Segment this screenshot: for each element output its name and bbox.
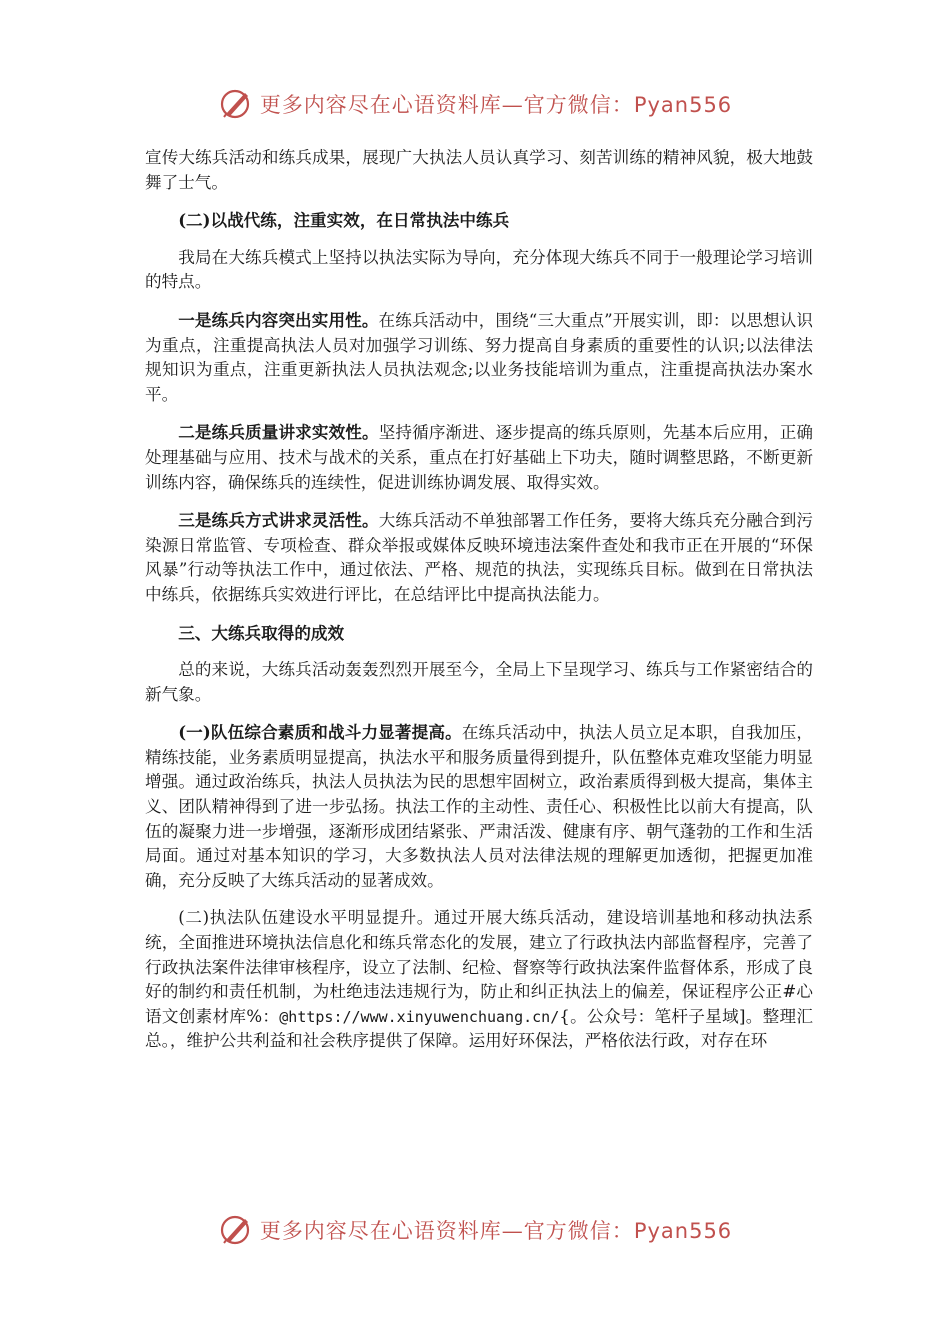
paragraph-lead: (一)队伍综合素质和战斗力显著提高。 (178, 722, 462, 743)
wechat-id: Pyan556 (633, 93, 733, 117)
footer-watermark-banner (0, 1208, 950, 1252)
paragraph-lead: 三是练兵方式讲求灵活性。 (178, 510, 379, 531)
section-heading: 三、大练兵取得的成效 (178, 622, 345, 643)
paragraph: 三是练兵方式讲求灵活性。大练兵活动不单独部署工作任务，要将大练兵充分融合到污染源日常监管、专项检查、群众举报或媒体反映环境违法案件查处和我市正在开展的“环保风暴”行动等执法工作中，通过依法、严格、规范的执法，实现练兵目标。做到在日常执法中练兵，依据练兵实效进行评比，在总结评比中提高执法能力。 (145, 510, 814, 604)
document-body (145, 146, 813, 1067)
paragraph: 我局在大练兵模式上坚持以执法实际为导向，充分体现大练兵不同于一般理论学习培训的特点。 (145, 247, 813, 292)
source-url: @https://www.xinyuwenchuang.cn/ (279, 1007, 560, 1026)
paragraph-lead: 一是练兵内容突出实用性。 (178, 309, 379, 330)
paragraph: (一)队伍综合素质和战斗力显著提高。在练兵活动中，执法人员立足本职，自我加压，精练技能，业务素质明显提高，执法水平和服务质量得到提升，队伍整体克难攻坚能力明显增强。通过政治练兵，执法人员执法为民的思想牢固树立，政治素质得到极大提高，集体主义、团队精神得到了进一步弘扬。执法工作的主动性、责任心、积极性比以前大有提高，队伍的凝聚力进一步增强，逐渐形成团结紧张、严肃活泼、健康有序、朝气蓬勃的工作和生活局面。通过对基本知识的学习，大多数执法人员对法律法规的理解更加透彻，把握更加准确，充分反映了大练兵活动的显著成效。 (145, 722, 814, 890)
wechat-id: Pyan556 (633, 1219, 733, 1243)
paragraph: 宣传大练兵活动和练兵成果，展现广大执法人员认真学习、刻苦训练的精神风貌，极大地鼓舞了士气。 (145, 148, 813, 192)
section-heading: (二)以战代练，注重实效，在日常执法中练兵 (178, 210, 510, 231)
paragraph: (二)执法队伍建设水平明显提升。通过开展大练兵活动，建设培训基地和移动执法系统，全面推进环境执法信息化和练兵常态化的发展，建立了行政执法内部监督程序，完善了行政执法案件法律审核程序，设立了法制、纪检、督察等行政执法案件监督体系，形成了良好的制约和责任机制，为杜绝违法违规行为，防止和纠正执法上的偏差，保证程序公正#心语文创素材库%：@https://www.xinyuwenchuang.cn/{。公众号：笔杆子星域]。整理汇总。，维护公共利益和社会秩序提供了保障。运用好环保法，严格依法行政，对存在环 (145, 908, 813, 1051)
paragraph-lead: 二是练兵质量讲求实效性。 (178, 422, 379, 443)
paragraph: 二是练兵质量讲求实效性。坚持循序渐进、逐步提高的练兵原则，先基本后应用，正确处理基础与应用、技术与战术的关系，重点在打好基础上下功夫，随时调整思路，不断更新训练内容，确保练兵的连续性，促进训练协调发展、取得实效。 (145, 422, 814, 492)
quill-logo-icon (218, 86, 254, 122)
banner-text: 更多内容尽在心语资料库—官方微信：Pyan556 (259, 93, 733, 117)
header-watermark-banner (0, 82, 950, 126)
banner-text: 更多内容尽在心语资料库—官方微信：Pyan556 (259, 1219, 733, 1243)
paragraph: 一是练兵内容突出实用性。在练兵活动中，围绕“三大重点”开展实训，即：以思想认识为重点，注重提高执法人员对加强学习训练、努力提高自身素质的重要性的认识;以法律法规知识为重点，注重更新执法人员执法观念;以业务技能培训为重点，注重提高执法办案水平。 (145, 309, 814, 404)
quill-logo-icon (218, 1212, 254, 1248)
paragraph: 总的来说，大练兵活动轰轰烈烈开展至今，全局上下呈现学习、练兵与工作紧密结合的新气象。 (145, 660, 813, 704)
